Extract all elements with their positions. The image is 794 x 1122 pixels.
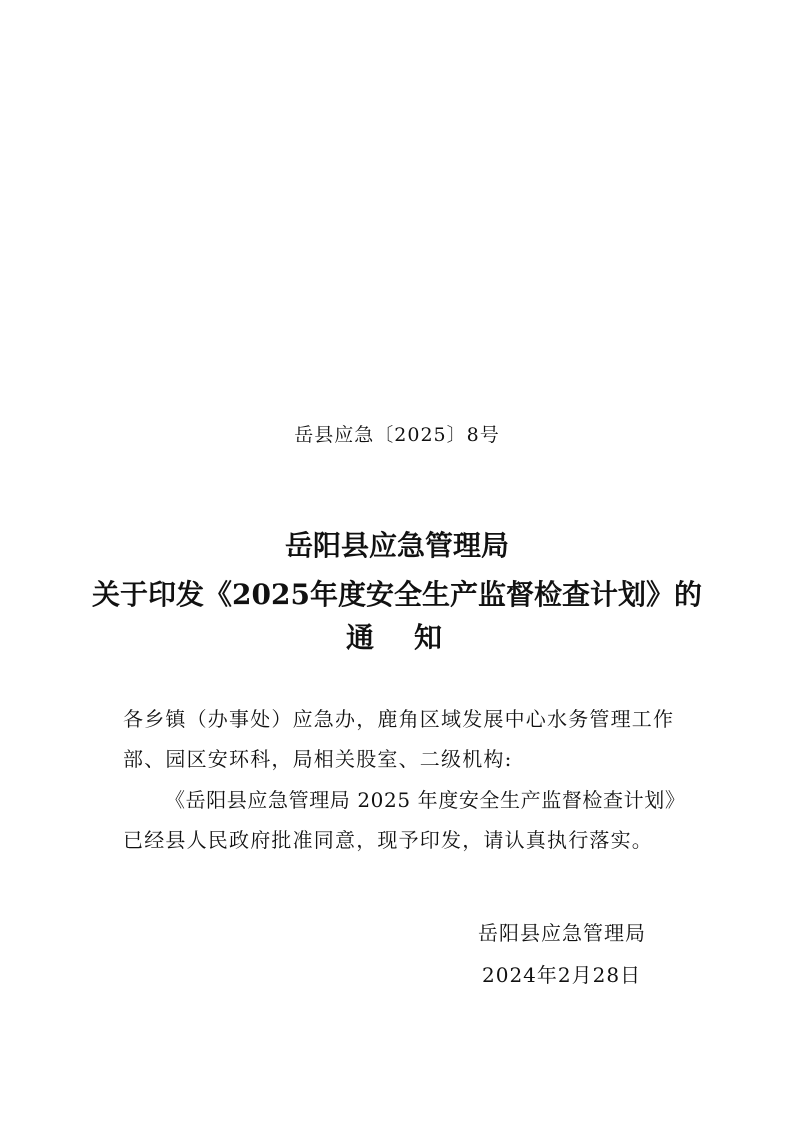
title-notice-char-1: 通 [345, 621, 380, 654]
document-number: 岳县应急〔2025〕8号 [294, 424, 500, 446]
body-paragraph-line-2: 已经县人民政府批准同意，现予印发，请认真执行落实。 [123, 828, 653, 852]
salutation-line-2: 部、园区安环科，局相关股室、二级机构: [123, 747, 513, 771]
title-issuing-agency: 岳阳县应急管理局 [284, 529, 509, 562]
signature-date: 2024年2月28日 [482, 963, 642, 987]
body-paragraph-line-1: 《岳阳县应急管理局 2025 年度安全生产监督检查计划》 [165, 788, 686, 812]
title-notice [0, 618, 794, 658]
title-notice-char-2: 知 [414, 621, 449, 654]
salutation-line-1: 各乡镇（办事处）应急办，鹿角区域发展中心水务管理工作 [123, 707, 675, 731]
title-subject: 关于印发《2025年度安全生产监督检查计划》的 [92, 578, 702, 611]
signature-organization: 岳阳县应急管理局 [478, 921, 646, 945]
